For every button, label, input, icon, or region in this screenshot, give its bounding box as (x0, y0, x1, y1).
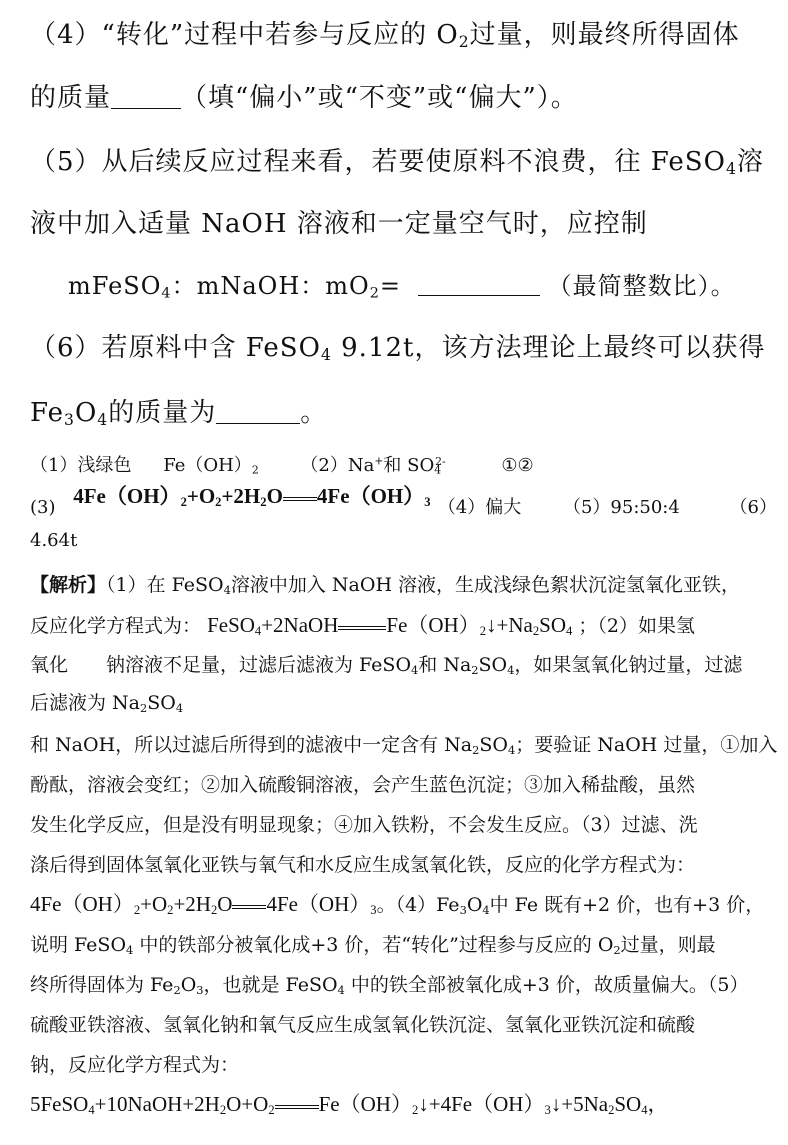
analysis-line2: 反应化学方程式为： FeSO$_4$+2NaOH $Fe(OH)_2↓+Na_2SO_4$ ；（2）如果氢 (30, 613, 695, 639)
equation: $4Fe(OH)_2+O_2+2H_2O$ $4Fe(OH)_3$ (73, 484, 431, 510)
analysis-line4: 后滤液为 $Na_2SO_4$ (30, 692, 184, 715)
analysis-line9: $4Fe(OH)_2+O_2+2H_2O$ $4Fe(OH)_3$。$(4)Fe_3O_4$中 Fe 既有+2 价，也有+3 价， (30, 892, 765, 918)
q6-line2: $Fe_3O_4$的质量为 。 (30, 398, 328, 429)
answer-line3: 4.64t (30, 530, 78, 551)
equation: FeSO$_4$+2NaOH $Fe(OH)_2↓+Na_2SO_4$ (207, 613, 573, 639)
q5-line1: （5）从后续反应过程来看，若要使原料不浪费，往 FeSO$_4$溶 (30, 147, 764, 178)
analysis-line8: 涤后得到固体氢氧化亚铁与氧气和水反应生成氢氧化铁，反应的化学方程式为： (30, 854, 696, 876)
analysis-line14 (30, 1088, 669, 1118)
analysis-line12: 硫酸亚铁溶液、氢氧化钠和氧气反应生成氢氧化铁沉淀、氢氧化亚铁沉淀和硫酸 (30, 1014, 696, 1036)
analysis-line5: 和 NaOH，所以过滤后所得到的滤液中一定含有 $Na_2SO_4$；要验证 NaOH 过量，①加入 (30, 734, 778, 757)
equation: $4Fe(OH)_2+O_2+2H_2O$ $4Fe(OH)_3$ (30, 892, 377, 918)
answer-line1: （1）浅绿色 $Fe(OH)_2$ （2）Na+和 $SO_4^{2-}$ ①② (30, 454, 534, 477)
analysis-line11: 终所得固体为 $Fe_2O_3$，也就是 FeSO$_4$ 中的铁全部被氧化成+3 价，故质量偏大。（5） (30, 974, 749, 997)
answer-line2: (3) $4Fe(OH)_2+O_2+2H_2O$ $4Fe(OH)_3$ （4）偏大 （5）95:50:4 （6） (30, 484, 778, 518)
analysis-line7: 发生化学反应，但是没有明显现象；④加入铁粉，不会发生反应。（3）过滤、洗 (30, 814, 698, 836)
analysis-line3: 氧化 钠溶液不足量，过滤后滤液为 FeSO$_4$和 $Na_2SO_4$，如果氢氧化钠过量，过滤 (30, 654, 743, 677)
equals-sign (275, 1097, 319, 1116)
q5-line2: 液中加入适量 NaOH 溶液和一定量空气时，应控制 (30, 209, 648, 239)
answer-blank[interactable] (418, 271, 540, 296)
analysis-line13: 钠，反应化学方程式为： (30, 1054, 240, 1076)
q6-line1: （6）若原料中含 FeSO$_4$ 9.12t，该方法理论上最终可以获得 (30, 333, 766, 364)
answer-blank[interactable] (111, 82, 181, 109)
analysis-line10: 说明 FeSO$_4$ 中的铁部分被氧化成+3 价，若“转化”过程参与反应的 $O_2$过量，则最 (30, 934, 716, 957)
answer-blank[interactable] (216, 397, 300, 424)
q4-line2: 的质量 （填“偏小”或“不变”或“偏大”）。 (30, 83, 578, 113)
equation: $5FeSO_4+10NaOH+2H_2O+O_2$ $Fe(OH)_2↓+4Fe(OH)_3↓+5Na_2SO_4$， (30, 1092, 669, 1118)
equals-sign (232, 897, 266, 916)
analysis-line6: 酚酞，溶液会变红；②加入硫酸铜溶液，会产生蓝色沉淀；③加入稀盐酸，虽然 (30, 774, 696, 796)
equals-sign (338, 618, 386, 637)
q4-line1: （4）“转化”过程中若参与反应的 $O_2$过量，则最终所得固体 (30, 20, 740, 51)
equals-sign (283, 489, 317, 508)
q5-line3: mFeSO$_4$：mNaOH：$mO_2=$ （最简整数比）。 (68, 272, 736, 302)
analysis-line1: 【解析】（1）在 FeSO$_4$溶液中加入 NaOH 溶液，生成浅绿色絮状沉淀氢氧化亚铁， (30, 574, 741, 597)
